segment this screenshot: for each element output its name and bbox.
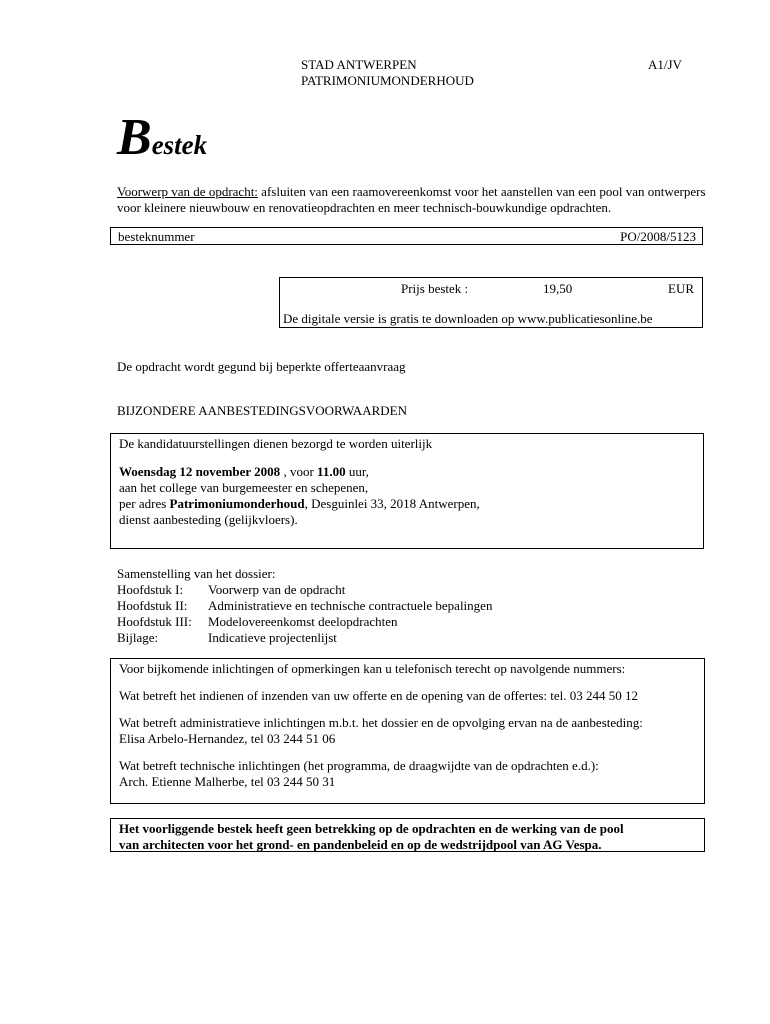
dossier-key: Hoofdstuk II: — [117, 598, 188, 613]
dossier-value: Modelovereenkomst deelopdrachten — [208, 614, 398, 629]
title-initial: B — [117, 109, 152, 166]
subject-paragraph — [117, 184, 707, 216]
deadline-service: dienst aanbesteding (gelijkvloers). — [119, 512, 298, 527]
deadline-intro: De kandidatuurstellingen dienen bezorgd te worden uiterlijk — [119, 436, 433, 451]
dossier-row — [117, 598, 492, 614]
address-street: , Desguinlei 33, 2018 Antwerpen, — [304, 496, 480, 511]
deadline-recipient: aan het college van burgemeester en schepenen, — [119, 480, 369, 495]
document-title — [117, 108, 207, 168]
contact-intro: Voor bijkomende inlichtingen of opmerkingen kan u telefonisch terecht op navolgende nummers: — [119, 661, 626, 676]
price-value: 19,50 — [543, 281, 573, 296]
dossier-composition — [117, 566, 492, 646]
deadline-time: 11.00 — [317, 464, 346, 479]
contact-info-box — [110, 658, 705, 804]
address-prefix: per adres — [119, 496, 170, 511]
disclaimer-box — [110, 818, 705, 852]
dossier-heading: Samenstelling van het dossier: — [117, 566, 276, 581]
price-currency: EUR — [668, 281, 694, 296]
deadline-box — [110, 433, 704, 549]
dossier-value: Administratieve en technische contractuele bepalingen — [208, 598, 493, 613]
dossier-row — [117, 582, 492, 598]
disclaimer-line-1: Het voorliggende bestek heeft geen betrekking op de opdrachten en de werking van de pool — [119, 821, 624, 836]
document-reference: A1/JV — [648, 57, 682, 72]
contact-offer: Wat betreft het indienen of inzenden van uw offerte en de opening van de offertes: tel. 03 244 50 12 — [119, 688, 639, 703]
besteknummer-box — [110, 227, 703, 245]
deadline-time-suffix: uur, — [345, 464, 369, 479]
disclaimer-line-2: van architecten voor het grond- en pandenbeleid en op de wedstrijdpool van AG Vespa. — [119, 837, 602, 852]
subject-label: Voorwerp van de opdracht: — [117, 184, 258, 199]
dossier-row — [117, 630, 492, 646]
subject-text: afsluiten van een raamovereenkomst voor het aanstellen van een pool van ontwerpers voor kleinere nieuwbouw en renovatieopdrachten en meer technisch-bouwkundige opdrachten. — [117, 184, 706, 215]
organization-header — [301, 57, 474, 89]
title-rest: estek — [151, 130, 208, 160]
contact-admin-person: Elisa Arbelo-Hernandez, tel 03 244 51 06 — [119, 731, 336, 746]
price-label: Prijs bestek : — [401, 281, 469, 296]
besteknummer-value: PO/2008/5123 — [620, 229, 696, 244]
department-name: PATRIMONIUMONDERHOUD — [301, 73, 474, 88]
besteknummer-label: besteknummer — [118, 229, 195, 244]
contact-admin: Wat betreft administratieve inlichtingen m.b.t. het dossier en de opvolging ervan na de aanbesteding: — [119, 715, 643, 730]
deadline-address — [119, 496, 703, 512]
dossier-value: Indicatieve projectenlijst — [208, 630, 337, 645]
download-note: De digitale versie is gratis te downloaden op www.publicatiesonline.be — [283, 311, 653, 326]
dossier-value: Voorwerp van de opdracht — [208, 582, 346, 597]
address-department: Patrimoniumonderhoud — [169, 496, 305, 511]
contact-technical: Wat betreft technische inlichtingen (het programma, de draagwijdte van de opdrachten e.d.): — [119, 758, 599, 773]
dossier-key: Hoofdstuk III: — [117, 614, 192, 629]
price-box — [279, 277, 703, 328]
dossier-table — [117, 582, 492, 646]
special-conditions-heading: BIJZONDERE AANBESTEDINGSVOORWAARDEN — [117, 403, 407, 418]
contact-technical-person: Arch. Etienne Malherbe, tel 03 244 50 31 — [119, 774, 336, 789]
dossier-row — [117, 614, 492, 630]
deadline-date: Woensdag 12 november 2008 — [119, 464, 281, 479]
dossier-key: Bijlage: — [117, 630, 159, 645]
org-name: STAD ANTWERPEN — [301, 57, 417, 72]
dossier-key: Hoofdstuk I: — [117, 582, 184, 597]
deadline-separator: , voor — [280, 464, 318, 479]
deadline-datetime — [119, 464, 703, 480]
award-procedure: De opdracht wordt gegund bij beperkte offerteaanvraag — [117, 359, 406, 374]
